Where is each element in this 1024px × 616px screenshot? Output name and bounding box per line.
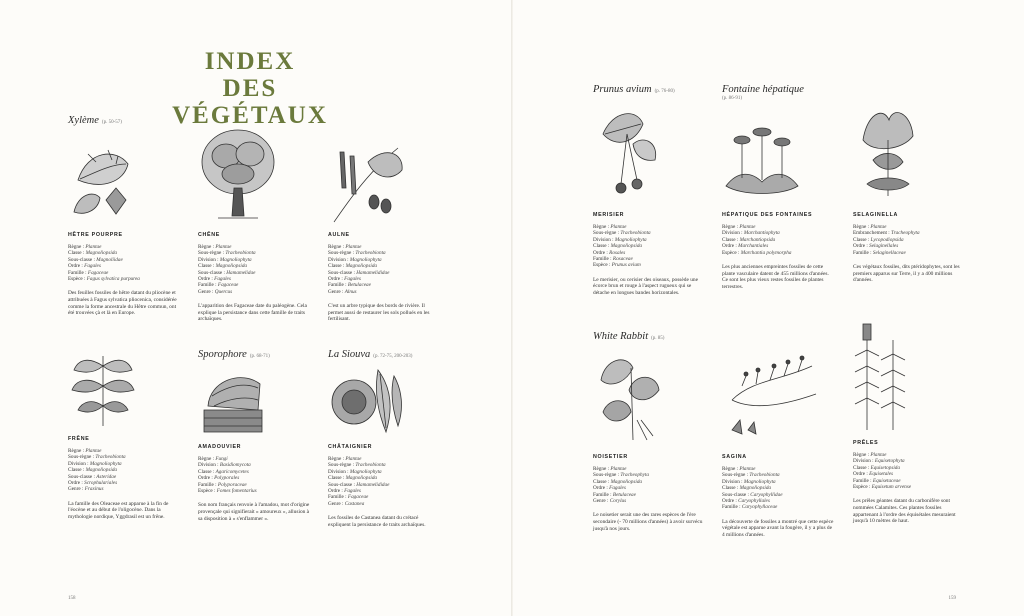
taxonomy: Règne : Plantae Sous-règne : Tracheobionta Division : Magnoliophyta Classe : Magnoliopsida Sous-classe : Caryophyllidae Ordre : Caryophyllales Famille : Caryophyllaceae (722, 466, 783, 511)
entry-description: La famille des Oleaceae est apparue à la fin de l'éocène et au début de l'oligocène. Dans la mythologie nordique, Yggdrasil est un frêne. (68, 500, 169, 521)
entry-description: Les prêles géantes datant du carbonifère sont nommées Calamites. Ces plantes fossiles appartenant à l'ordre des équisétales mesuraient jusqu'à 10 mètres de haut. (853, 498, 956, 525)
entry-description: C'est un arbre typique des bords de rivière. Il permet aussi de restaurer les sols pollués en les fertilisant. (328, 303, 430, 323)
aulne-illustration (328, 142, 440, 224)
preles-illustration (853, 320, 965, 432)
hepatique-illustration (722, 122, 834, 204)
entry-description: Le merisier, ou cerisier des oiseaux, possède une écorce brun et rouge à l'aspect rugueux qui se détache en longues bandes horizontales. (593, 276, 699, 297)
section-heading-rabbit: White Rabbit (p. 85) (593, 331, 665, 342)
section-heading-siouva: La Siouva (p. 72-75, 200-203) (328, 349, 413, 360)
entry-name: PRÊLES (853, 440, 879, 446)
entry-name: MERISIER (593, 212, 625, 218)
entry-name: FRÊNE (68, 436, 90, 442)
taxonomy: Règne : Fungi Division : Basidiomycota Classe : Agaricomycetes Ordre : Polyporales Famille : Polyporaceae Espèce : Fomes fomentarius (198, 456, 257, 495)
entry-description: Les plus anciennes empreintes fossiles de cette plante vasculaire datent de 455 millions d'années. Ce sont les plus vieux restes fossiles de plantes terrestres. (722, 264, 829, 290)
selaginella-illustration (853, 100, 965, 204)
hetre-illustration (68, 142, 180, 224)
entry-description: Le noisetier serait une des rares espèces de l'ère secondaire (- 70 millions d'années) à avoir survécu jusqu'à nos jours. (593, 512, 703, 532)
entry-description: Des feuilles fossiles de hêtre datant du pliocène et attribuées à Fagus sylvatica pliocenica, considérée comme la forme ancestrale du Hêtre commun, ont été trouvées çà et là en Europe. (68, 290, 177, 317)
taxonomy: Règne : Plantae Sous-règne : Tracheobionta Division : Magnoliophyta Classe : Magnoliopsida Sous-classe : Hamamelidae Ordre : Fagales Famille : Fagaceae Genre : Quercus (198, 244, 256, 295)
chataignier-illustration (328, 366, 440, 436)
page-number-right: 159 (948, 596, 956, 601)
entry-name: CHÂTAIGNIER (328, 444, 373, 450)
entry-description: L'apparition des Fagaceae date du paléogène. Cela explique la persistance dans cette famille de traits archaïques. (198, 303, 307, 323)
page-title (150, 48, 350, 129)
title-line-2: DES VÉGÉTAUX (172, 75, 328, 129)
entry-description: Les fossiles de Castanea datant du crétacé expliquent la persistance de traits archaïques. (328, 515, 426, 528)
entry-name: HÊTRE POURPRE (68, 232, 123, 238)
taxonomy: Règne : Plantae Classe : Magnoliopsida Sous-classe : Magnoliidae Ordre : Fagales Famille : Fagaceae Espèce : Fagus sylvatica purpurea (68, 244, 140, 283)
chene-illustration (198, 126, 310, 224)
frene-illustration (68, 346, 180, 428)
taxonomy: Règne : Plantae Sous-règne : Tracheophyta Classe : Magnoliopsida Ordre : Fagales Famille : Betulaceae Genre : Corylus (593, 466, 649, 505)
amadouvier-illustration (198, 366, 310, 436)
taxonomy: Règne : Plantae Sous-règne : Tracheobionta Division : Magnoliophyta Classe : Magnoliopsida Sous-classe : Hamamelididae Ordre : Fagales Famille : Fagaceae Genre : Castanea (328, 456, 390, 507)
entry-name: CHÊNE (198, 232, 221, 238)
entry-merisier (593, 104, 705, 297)
entry-hepatique (722, 122, 834, 290)
section-heading-xyleme: Xylème (p. 50-57) (68, 115, 122, 126)
section-heading-fontaine: Fontaine hépatique (p. 86-91) (722, 84, 804, 101)
entry-description: Ces végétaux fossiles, dits ptéridophytes, sont les premiers apparus sur Terre, il y a 400 millions d'années. (853, 264, 960, 284)
page-number-left: 158 (68, 596, 76, 601)
section-heading-prunus: Prunus avium (p. 76-80) (593, 84, 675, 95)
taxonomy: Règne : Plantae Division : Marchantiophyta Classe : Marchantiopsida Ordre : Marchantiales Espèce : Marchantia polymorpha (722, 224, 792, 256)
taxonomy: Règne : Plantae Sous-règne : Tracheobionta Division : Magnoliophyta Classe : Magnoliopsida Ordre : Rosales Famille : Rosaceae Espèce : Prunus avium (593, 224, 651, 269)
taxonomy: Règne : Plantae Embranchement : Tracheophyta Classe : Lycopodiopsida Ordre : Selaginellales Famille : Selaginellaceae (853, 224, 920, 256)
entry-name: HÉPATIQUE DES FONTAINES (722, 212, 813, 218)
entry-name: NOISETIER (593, 454, 628, 460)
entry-sagina (722, 350, 834, 539)
entry-aulne (328, 142, 440, 323)
merisier-illustration (593, 104, 705, 204)
entry-name: SELAGINELLA (853, 212, 899, 218)
section-heading-sporophore: Sporophore (p. 68-71) (198, 349, 270, 360)
entry-frene (68, 346, 180, 521)
title-line-1: INDEX (204, 48, 296, 75)
noisetier-illustration (593, 350, 705, 446)
taxonomy: Règne : Plantae Sous-règne : Tracheobionta Division : Magnoliophyta Classe : Magnoliopsida Sous-classe : Hamamelididae Ordre : Fagales Famille : Betulaceae Genre : Alnus (328, 244, 390, 295)
entry-preles (853, 320, 965, 525)
taxonomy: Règne : Plantae Division : Equisetophyta Classe : Equisetopsida Ordre : Equisetales Famille : Equisetaceae Espèce : Equisetum arvense (853, 452, 912, 491)
entry-chataignier (328, 366, 440, 528)
entry-name: SAGINA (722, 454, 747, 460)
entry-chene (198, 126, 310, 323)
entry-name: AMADOUVIER (198, 444, 242, 450)
taxonomy: Règne : Plantae Sous-règne : Tracheobionta Division : Magnoliophyta Classe : Magnoliopsida Sous-classe : Asteridae Ordre : Scrophulariales Genre : Fraxinus (68, 448, 126, 493)
entry-selaginella (853, 100, 965, 284)
entry-amadouvier (198, 366, 310, 522)
entry-noisetier (593, 350, 705, 532)
entry-description: La découverte de fossiles a montré que cette espèce végétale est apparue avant la fougère, il y a plus de 4 millions d'années. (722, 518, 834, 539)
entry-hetre (68, 142, 180, 317)
entry-name: AULNE (328, 232, 350, 238)
sagina-illustration (722, 350, 834, 446)
right-page (512, 0, 1024, 616)
entry-description: Son nom français renvoie à l'amadou, mot d'origine provençale qui signifierait « amoureux », allusion à sa disposition à « s'enflammer ». (198, 502, 310, 522)
